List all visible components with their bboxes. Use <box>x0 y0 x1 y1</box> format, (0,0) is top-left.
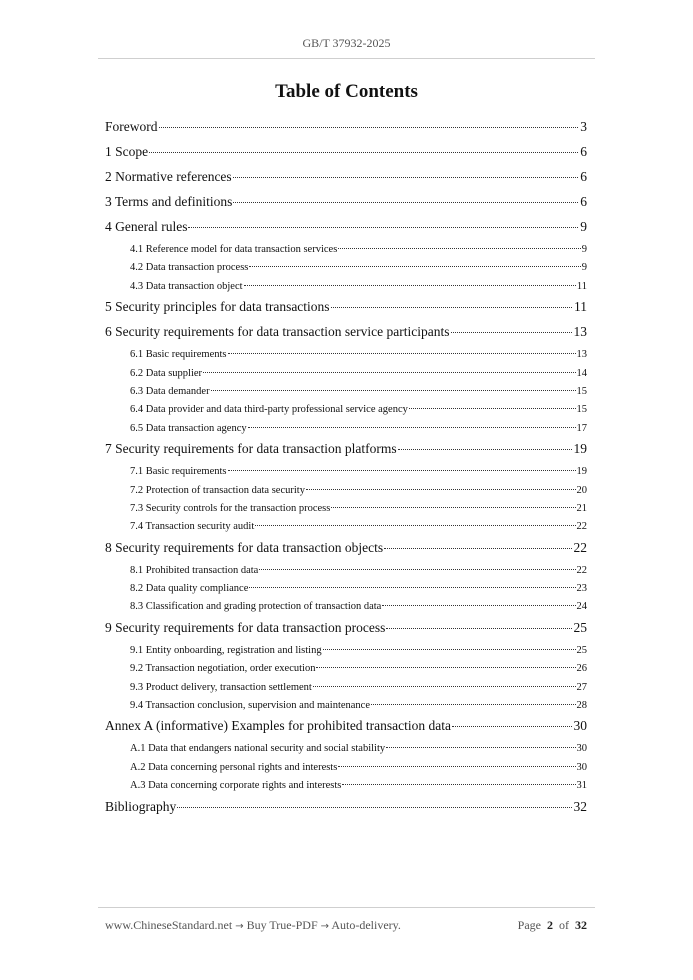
toc-entry-page: 32 <box>573 798 587 814</box>
page-number: Page 2 of 32 <box>517 918 587 932</box>
toc-entry-label: 6.4 Data provider and data third-party professional service agency <box>130 404 408 416</box>
toc-entry-label: 7.4 Transaction security audit <box>130 521 255 533</box>
footer-divider <box>98 907 595 908</box>
toc-entry-page: 31 <box>576 780 587 792</box>
toc-entry-page: 11 <box>576 280 587 292</box>
toc-entry-label: 6.5 Data transaction agency <box>130 422 247 434</box>
toc-entry-page: 9 <box>581 244 587 255</box>
dot-leader <box>248 427 576 428</box>
dot-leader <box>188 227 578 228</box>
dot-leader <box>331 307 572 308</box>
toc-entry-label: 7.2 Protection of transaction data security <box>130 484 305 496</box>
toc-section-entry[interactable] <box>105 216 587 241</box>
toc-section-entry[interactable] <box>105 537 587 562</box>
dot-leader <box>331 507 575 508</box>
toc-section-entry[interactable] <box>105 617 587 642</box>
toc-entry-page: 9 <box>580 219 587 234</box>
toc-entry-page: 20 <box>576 484 587 496</box>
dot-leader <box>386 628 571 629</box>
toc-entry-page: 25 <box>576 644 587 656</box>
toc-entry-page: 13 <box>573 324 587 340</box>
toc-entry-page: 24 <box>576 601 587 613</box>
toc-section-entry[interactable] <box>105 166 587 191</box>
dot-leader <box>313 686 576 687</box>
toc-entry-page: 30 <box>573 718 587 734</box>
toc-entry-label: 9.1 Entity onboarding, registration and listing <box>130 644 322 656</box>
toc-entry-label: 8.2 Data quality compliance <box>130 583 249 595</box>
dot-leader <box>259 569 575 570</box>
toc-section-entry[interactable] <box>105 296 587 321</box>
toc-section-entry[interactable] <box>105 141 587 166</box>
dot-leader <box>233 202 578 203</box>
toc-entry-page: 9 <box>581 262 587 274</box>
toc-entry-label: 4.2 Data transaction process <box>130 262 249 274</box>
toc-subsection-entry[interactable] <box>105 482 587 500</box>
dot-leader <box>451 332 572 333</box>
page-footer <box>105 918 587 933</box>
toc-entry-label: 2 Normative references <box>105 169 232 184</box>
toc-section-entry[interactable] <box>105 116 587 141</box>
toc-entry-page: 21 <box>576 502 587 514</box>
toc-entry-label: 1 Scope <box>105 144 149 159</box>
toc-entry-page: 19 <box>573 441 587 457</box>
toc-entry-label: A.2 Data concerning personal rights and interests <box>130 761 338 773</box>
toc-entry-label: 9.3 Product delivery, transaction settlement <box>130 681 312 693</box>
toc-entry-label: 4.3 Data transaction object <box>130 280 243 292</box>
toc-entry-label: Annex A (informative) Examples for prohibited transaction data <box>105 718 452 734</box>
toc-subsection-entry[interactable] <box>105 679 587 697</box>
toc-section-entry[interactable] <box>105 796 587 821</box>
toc-entry-page: 26 <box>576 663 587 675</box>
toc-entry-page: 15 <box>576 404 587 416</box>
toc-subsection-entry[interactable] <box>105 697 587 715</box>
dot-leader <box>306 489 576 490</box>
toc-entry-label: 6.3 Data demander <box>130 385 210 397</box>
toc-entry-page: 28 <box>576 700 587 712</box>
toc-subsection-entry[interactable] <box>105 660 587 678</box>
toc-subsection-entry[interactable] <box>105 642 587 660</box>
toc-subsection-entry[interactable] <box>105 383 587 401</box>
toc-entry-page: 22 <box>576 564 587 576</box>
toc-subsection-entry[interactable] <box>105 759 587 777</box>
toc-subsection-entry[interactable] <box>105 562 587 580</box>
arrow-icon: → <box>320 921 330 932</box>
dot-leader <box>452 726 571 727</box>
toc-entry-label: 9 Security requirements for data transaction process <box>105 619 386 635</box>
toc-entry-label: 4.1 Reference model for data transaction services <box>130 244 338 255</box>
table-of-contents <box>105 116 587 821</box>
toc-entry-label: 4 General rules <box>105 219 188 234</box>
toc-entry-page: 22 <box>576 521 587 533</box>
toc-entry-page: 30 <box>576 743 587 755</box>
dot-leader <box>398 449 572 450</box>
toc-entry-label: 6.2 Data supplier <box>130 367 203 379</box>
toc-entry-page: 17 <box>576 422 587 434</box>
toc-entry-label: 5 Security principles for data transactions <box>105 299 330 315</box>
dot-leader <box>249 266 580 267</box>
toc-entry-label: A.3 Data concerning corporate rights and interests <box>130 780 342 792</box>
toc-entry-page: 6 <box>580 169 587 184</box>
dot-leader <box>342 784 575 785</box>
toc-subsection-entry[interactable] <box>105 500 587 518</box>
toc-entry-page: 11 <box>574 299 587 315</box>
toc-subsection-entry[interactable] <box>105 278 587 296</box>
toc-entry-page: 15 <box>576 385 587 397</box>
toc-entry-page: 27 <box>576 681 587 693</box>
dot-leader <box>384 548 571 549</box>
toc-subsection-entry[interactable] <box>105 580 587 598</box>
toc-entry-page: 25 <box>573 619 587 635</box>
toc-entry-label: 6 Security requirements for data transaction service participants <box>105 324 450 340</box>
dot-leader <box>338 766 575 767</box>
toc-entry-label: 8.1 Prohibited transaction data <box>130 564 259 576</box>
dot-leader <box>409 408 576 409</box>
toc-entry-label: 8.3 Classification and grading protection of transaction data <box>130 601 382 613</box>
dot-leader <box>211 390 576 391</box>
toc-subsection-entry[interactable] <box>105 463 587 481</box>
toc-subsection-entry[interactable] <box>105 346 587 364</box>
toc-entry-label: Bibliography <box>105 798 177 814</box>
toc-entry-label: 7.3 Security controls for the transaction process <box>130 502 331 514</box>
dot-leader <box>338 248 580 249</box>
toc-entry-label: 9.2 Transaction negotiation, order execution <box>130 663 316 675</box>
toc-entry-label: 9.4 Transaction conclusion, supervision and maintenance <box>130 700 370 712</box>
toc-entry-label: 7 Security requirements for data transaction platforms <box>105 441 397 457</box>
total-pages: 32 <box>575 918 587 932</box>
toc-subsection-entry[interactable] <box>105 777 587 795</box>
delivery-text: Auto-delivery. <box>331 918 401 932</box>
dot-leader <box>177 807 571 808</box>
toc-entry-label: 3 Terms and definitions <box>105 194 233 209</box>
toc-subsection-entry[interactable] <box>105 401 587 419</box>
toc-subsection-entry[interactable] <box>105 598 587 616</box>
toc-entry-page: 6 <box>580 194 587 209</box>
toc-section-entry[interactable] <box>105 438 587 463</box>
dot-leader <box>386 747 575 748</box>
dot-leader <box>149 152 578 153</box>
toc-section-entry[interactable] <box>105 191 587 216</box>
dot-leader <box>255 525 575 526</box>
document-code: GB/T 37932-2025 <box>302 36 391 50</box>
header-divider <box>98 58 595 59</box>
dot-leader <box>203 372 575 373</box>
footer-left <box>105 918 401 933</box>
dot-leader <box>316 667 575 668</box>
toc-entry-page: 3 <box>580 119 587 134</box>
toc-entry-page: 23 <box>576 583 587 595</box>
dot-leader <box>244 285 576 286</box>
toc-entry-page: 14 <box>576 367 587 379</box>
page-title: Table of Contents <box>275 81 418 102</box>
dot-leader <box>382 605 575 606</box>
toc-entry-page: 19 <box>576 466 587 478</box>
dot-leader <box>228 470 576 471</box>
toc-entry-label: Foreword <box>105 119 158 134</box>
dot-leader <box>249 587 575 588</box>
toc-subsection-entry[interactable] <box>105 259 587 277</box>
toc-entry-page: 30 <box>576 761 587 773</box>
dot-leader <box>159 127 579 128</box>
buy-pdf-link[interactable]: Buy True-PDF <box>246 918 318 932</box>
toc-subsection-entry[interactable] <box>105 518 587 536</box>
toc-entry-label: A.1 Data that endangers national security and social stability <box>130 743 386 755</box>
toc-entry-page: 13 <box>576 349 587 361</box>
toc-entry-label: 6.1 Basic requirements <box>130 349 227 361</box>
toc-subsection-entry[interactable] <box>105 241 587 259</box>
dot-leader <box>233 177 579 178</box>
toc-entry-label: 8 Security requirements for data transaction objects <box>105 539 384 555</box>
dot-leader <box>323 649 576 650</box>
toc-entry-label: 7.1 Basic requirements <box>130 466 227 478</box>
toc-subsection-entry[interactable] <box>105 740 587 758</box>
toc-section-entry[interactable] <box>105 715 587 740</box>
arrow-icon: → <box>235 921 244 932</box>
toc-section-entry[interactable] <box>105 321 587 346</box>
toc-entry-page: 22 <box>573 539 587 555</box>
toc-entry-page: 6 <box>580 144 587 159</box>
dot-leader <box>228 353 576 354</box>
current-page: 2 <box>547 918 553 932</box>
website-link[interactable]: www.ChineseStandard.net <box>105 918 233 932</box>
running-header <box>0 36 693 51</box>
dot-leader <box>371 704 576 705</box>
toc-subsection-entry[interactable] <box>105 365 587 383</box>
toc-subsection-entry[interactable] <box>105 420 587 438</box>
